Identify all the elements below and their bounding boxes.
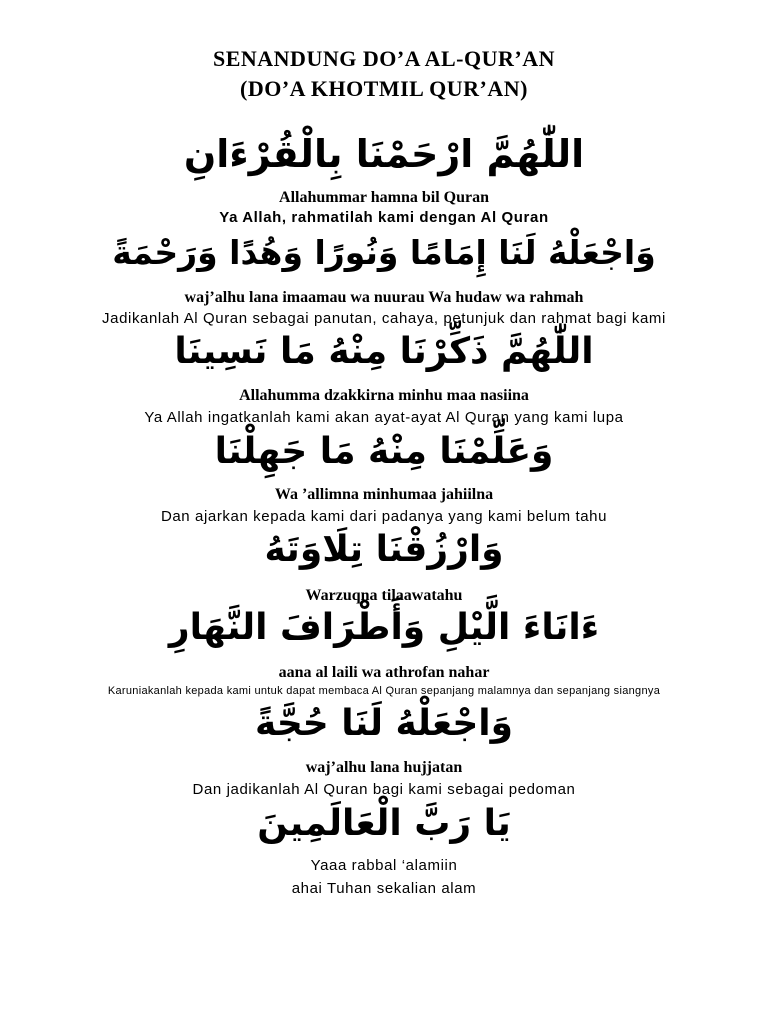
arabic-verse-1: اللّٰهُمَّ ارْحَمْنَا بِالْقُرْءَانِ bbox=[183, 132, 585, 176]
translation-3: Ya Allah ingatkanlah kami akan ayat-ayat Al Quran yang kami lupa bbox=[144, 409, 624, 426]
transliteration-2: waj’alhu lana imaamau wa nuurau Wa hudaw wa rahmah bbox=[184, 289, 584, 306]
arabic-verse-8: يَا رَبَّ الْعَالَمِينَ bbox=[257, 803, 511, 844]
transliteration-6: aana al laili wa athrofan nahar bbox=[278, 664, 490, 681]
transliteration-3: Allahumma dzakkirna minhu maa nasiina bbox=[239, 387, 529, 404]
translation-8: ahai Tuhan sekalian alam bbox=[291, 880, 477, 897]
translation-6: Karuniakanlah kepada kami untuk dapat membaca Al Quran sepanjang malamnya dan sepanjang siangnya bbox=[107, 685, 661, 697]
transliteration-7: waj’alhu lana hujjatan bbox=[305, 759, 463, 776]
translation-7: Dan jadikanlah Al Quran bagi kami sebagai pedoman bbox=[192, 781, 576, 798]
arabic-verse-2: وَاجْعَلْهُ لَنَا إِمَامًا وَنُورًا وَهُدًا وَرَحْمَةً bbox=[112, 233, 656, 272]
arabic-verse-6: ءَانَاءَ الَّيْلِ وَأَطْرَافَ النَّهَارِ bbox=[168, 607, 600, 648]
translation-1: Ya Allah, rahmatilah kami dengan Al Quran bbox=[219, 209, 549, 226]
document-subtitle: (DO’A KHOTMIL QUR’AN) bbox=[240, 76, 528, 101]
translation-4: Dan ajarkan kepada kami dari padanya yang kami belum tahu bbox=[160, 508, 608, 525]
arabic-verse-3: اللّٰهُمَّ ذَكِّرْنَا مِنْهُ مَا نَسِينَا bbox=[174, 331, 594, 372]
transliteration-1: Allahummar hamna bil Quran bbox=[279, 189, 489, 206]
arabic-verse-4: وَعَلِّمْنَا مِنْهُ مَا جَهِلْنَا bbox=[214, 431, 554, 472]
transliteration-8: Yaaa rabbal ‘alamiin bbox=[310, 857, 458, 874]
transliteration-4: Wa ’allimna minhumaa jahiilna bbox=[274, 486, 494, 503]
arabic-verse-5: وَارْزُقْنَا تِلَاوَتَهُ bbox=[264, 529, 504, 570]
transliteration-5: Warzuqna tilaawatahu bbox=[305, 587, 463, 604]
document-title: SENANDUNG DO’A AL-QUR’AN bbox=[212, 46, 555, 71]
arabic-verse-7: وَاجْعَلْهُ لَنَا حُجَّةً bbox=[254, 703, 514, 744]
translation-2: Jadikanlah Al Quran sebagai panutan, cahaya, petunjuk dan rahmat bagi kami bbox=[102, 310, 666, 327]
